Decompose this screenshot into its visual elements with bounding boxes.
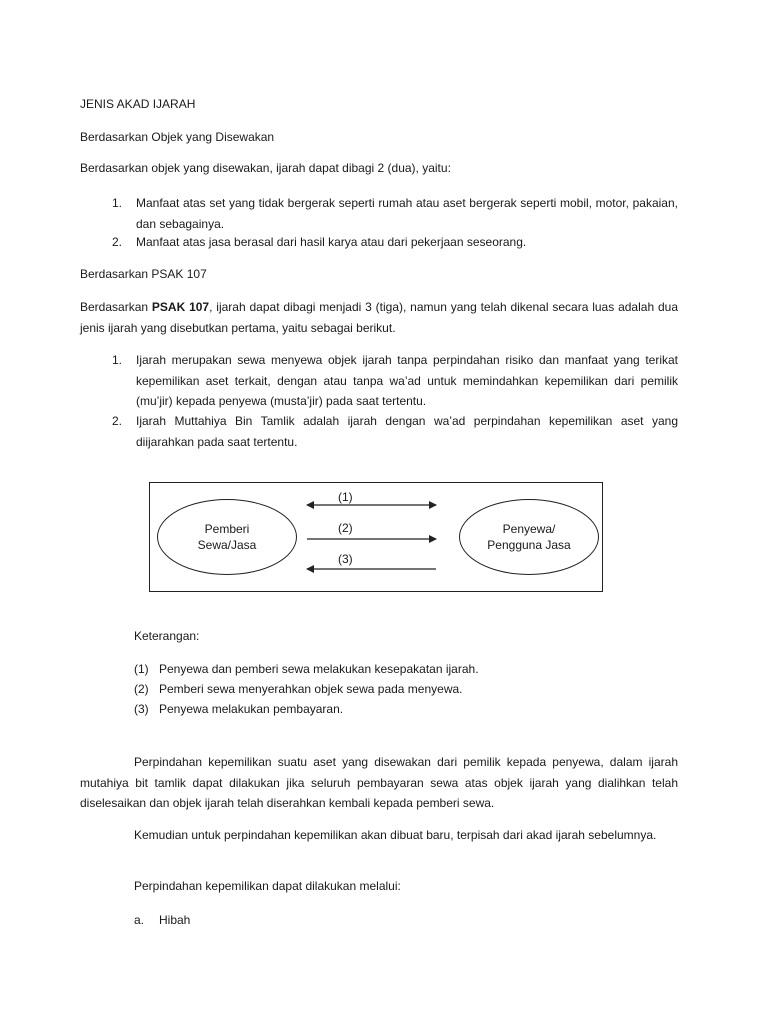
section-intro-objek: Berdasarkan objek yang disewakan, ijarah dapat dibagi 2 (dua), yaitu: [80, 161, 451, 175]
list-item-number: 1. [112, 196, 123, 210]
section-intro-psak: Berdasarkan PSAK 107, ijarah dapat dibagi menjadi 3 (tiga), namun yang telah dikenal secara luas adalah dua jenis ijarah yang disebutkan pertama, yaitu sebagai berikut. [80, 300, 678, 335]
list-item-hibah: Hibah [159, 913, 191, 927]
list-item-number: 2. [112, 235, 123, 249]
arrow-1-label: (1) [338, 490, 353, 504]
section-title-objek: Berdasarkan Objek yang Disewakan [80, 130, 275, 144]
pemberi-sewa-ellipse: Pemberi Sewa/Jasa [157, 499, 297, 575]
list-item: Ijarah Muttahiya Bin Tamlik adalah ijarah dengan wa’ad perpindahan kepemilikan aset yang diijarahkan pada saat tertentu. [136, 414, 678, 449]
paragraph-perpindahan: Perpindahan kepemilikan suatu aset yang disewakan dari pemilik kepada penyewa, dalam ijarah mutahiya bit tamlik dapat dilakukan jika seluruh pembayaran sewa atas objek ijarah yang dialihkan telah diselesaikan dan objek ijarah telah diserahkan kembali kepada pemberi sewa. [80, 755, 678, 810]
arrow-3-label: (3) [338, 552, 353, 566]
list-item: Manfaat atas jasa berasal dari hasil karya atau dari pekerjaan seseorang. [136, 235, 527, 249]
list-item-number: 2. [112, 414, 123, 428]
penyewa-ellipse: Penyewa/ Pengguna Jasa [459, 499, 599, 575]
document-heading: JENIS AKAD IJARAH [80, 97, 196, 111]
keterangan-title: Keterangan: [134, 629, 200, 643]
ijarah-flow-diagram [149, 482, 603, 592]
keterangan-number: (3) [134, 702, 149, 716]
keterangan-item: Penyewa melakukan pembayaran. [159, 702, 344, 716]
list-item-number: 1. [112, 353, 123, 367]
keterangan-item: Penyewa dan pemberi sewa melakukan kesepakatan ijarah. [159, 662, 479, 676]
keterangan-number: (1) [134, 662, 149, 676]
flow-arrows [150, 483, 604, 593]
psak-bold: PSAK 107 [151, 300, 210, 314]
paragraph-kemudian: Kemudian untuk perpindahan kepemilikan akan dibuat baru, terpisah dari akad ijarah sebelumnya. [134, 828, 657, 842]
keterangan-item: Pemberi sewa menyerahkan objek sewa pada menyewa. [159, 682, 463, 696]
list-item: Ijarah merupakan sewa menyewa objek ijarah tanpa perpindahan risiko dan manfaat yang terikat kepemilikan aset terkait, dengan atau tanpa wa’ad untuk memindahkan kepemilikan dari pemilik (mu’jir) kepada penyewa (musta’jir) pada saat tertentu. [136, 353, 678, 408]
arrow-2-label: (2) [338, 521, 353, 535]
list-item: Manfaat atas set yang tidak bergerak seperti rumah atau aset bergerak seperti mobil, motor, pakaian, dan sebagainya. [136, 196, 678, 231]
section-title-psak: Berdasarkan PSAK 107 [80, 267, 207, 281]
list-letter: a. [134, 913, 145, 927]
keterangan-number: (2) [134, 682, 149, 696]
paragraph-melalui: Perpindahan kepemilikan dapat dilakukan melalui: [134, 879, 401, 893]
